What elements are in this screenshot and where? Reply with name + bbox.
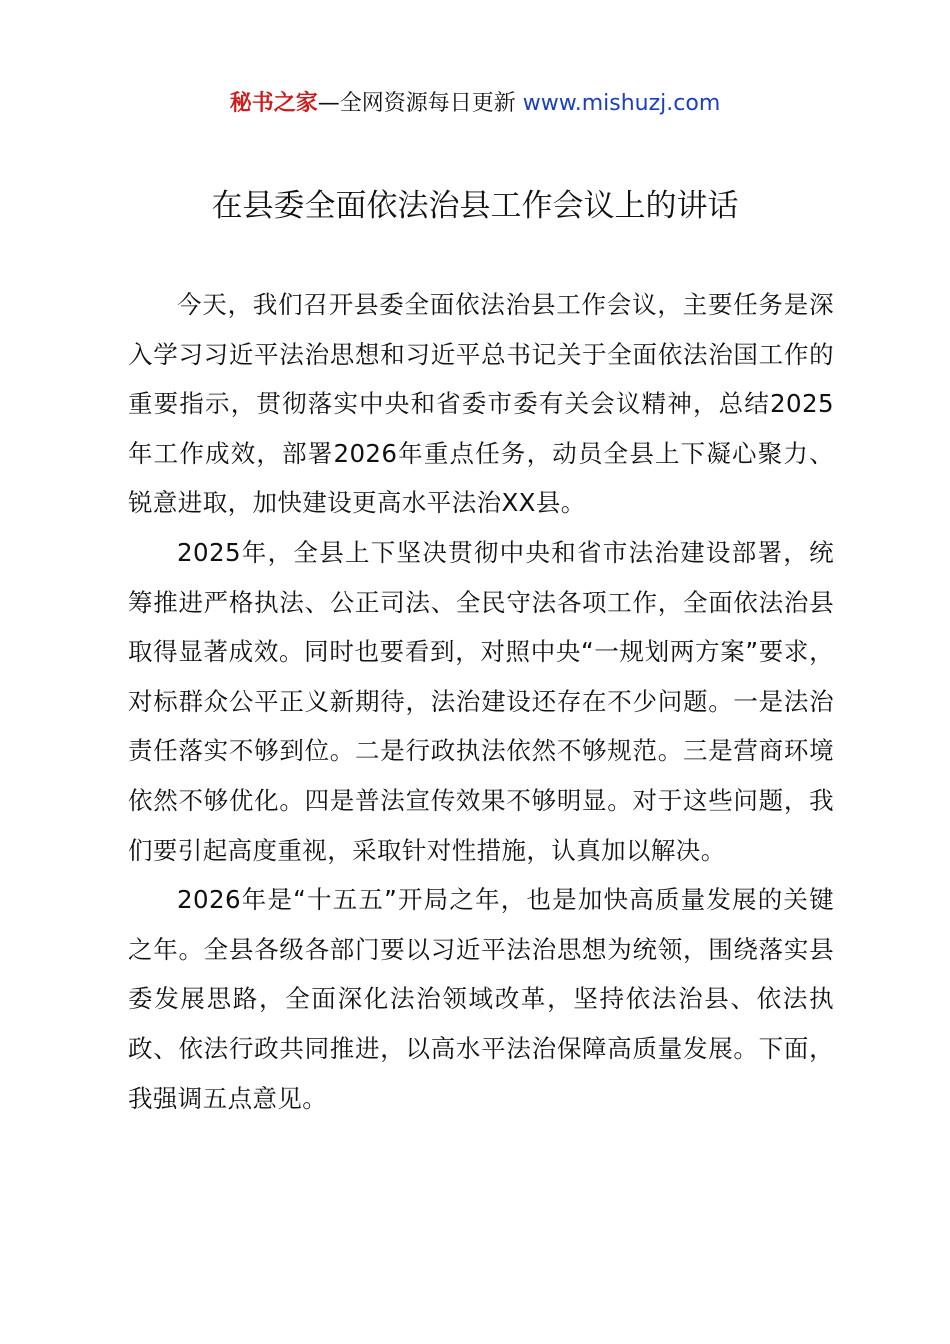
paragraph: 2025年，全县上下坚决贯彻中央和省市法治建设部署，统筹推进严格执法、公正司法、全民守法各项工作，全面依法治县取得显著成效。同时也要看到，对照中央“一规划两方案”要求，对标群众公平正义新期待，法治建设还存在不少问题。一是法治责任落实不够到位。二是行政执法依然不够规范。三是营商环境依然不够优化。四是普法宣传效果不够明显。对于这些问题，我们要引起高度重视，采取针对性措施，认真加以解决。 [128, 537, 834, 865]
site-url-link[interactable]: www.mishuzj.com [522, 91, 721, 116]
header-tagline: —全网资源每日更新 [317, 91, 516, 116]
site-header [0, 86, 950, 122]
document-title: 在县委全面依法治县工作会议上的讲话 [211, 188, 739, 224]
paragraph: 2026年是“十五五”开局之年，也是加快高质量发展的关键之年。全县各级各部门要以习近平法治思想为统领，围绕落实县委发展思路，全面深化法治领域改革，坚持依法治县、依法执政、依法行政共同推进，以高水平法治保障高质量发展。下面，我强调五点意见。 [128, 885, 834, 1113]
brand-name: 秘书之家 [229, 91, 318, 116]
document-body [128, 280, 834, 1123]
paragraph: 今天，我们召开县委全面依法治县工作会议，主要任务是深入学习习近平法治思想和习近平总书记关于全面依法治国工作的重要指示，贯彻落实中央和省委市委有关会议精神，总结2025年工作成效，部署2026年重点任务，动员全县上下凝心聚力、锐意进取，加快建设更高水平法治XX县。 [128, 290, 834, 518]
